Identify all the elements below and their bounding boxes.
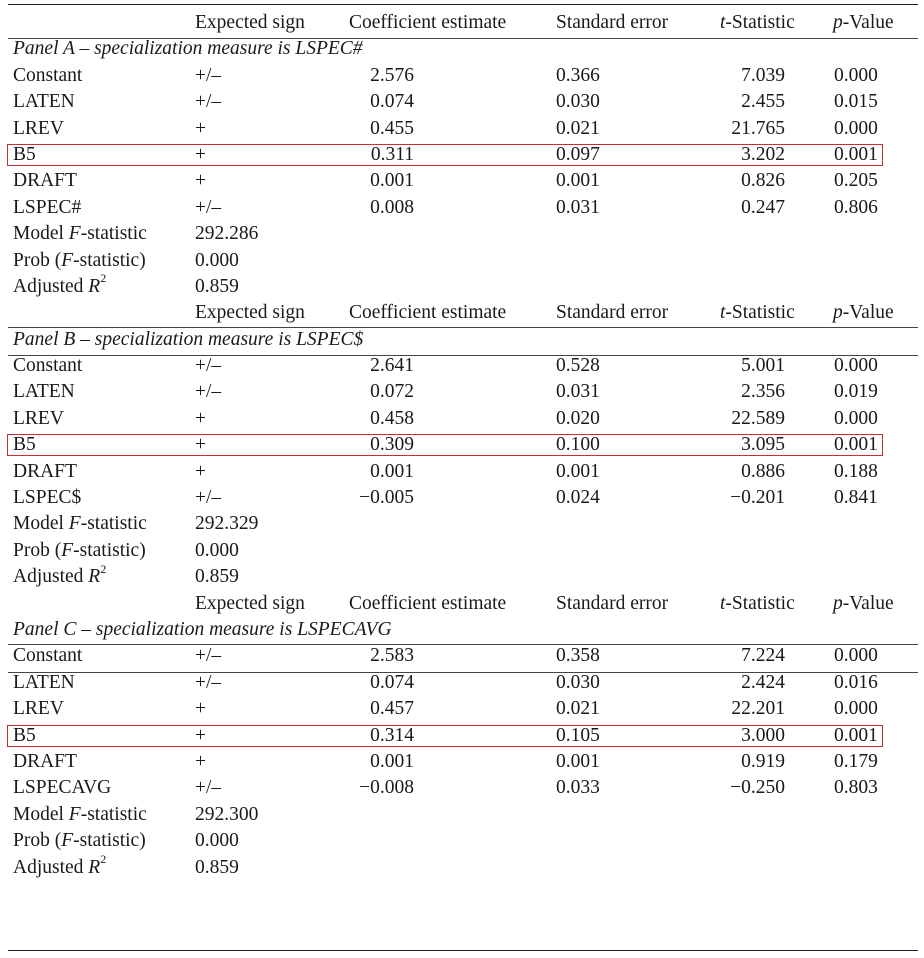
table-row bbox=[0, 195, 924, 221]
prob-f-label-italic: F bbox=[61, 539, 74, 561]
expected-sign: + bbox=[195, 724, 206, 746]
p-value: 0.000 bbox=[834, 645, 878, 667]
coefficient: 0.458 bbox=[370, 407, 414, 429]
adj-r2-label-text: Adjusted bbox=[13, 856, 89, 878]
model-f-row bbox=[0, 221, 924, 247]
t-statistic: 21.765 bbox=[731, 117, 785, 139]
standard-error: 0.033 bbox=[556, 777, 600, 799]
expected-sign: +/– bbox=[195, 91, 222, 113]
expected-sign: +/– bbox=[195, 64, 222, 86]
model-f-label-text: Model bbox=[13, 223, 69, 245]
model-f-label-text: Model bbox=[13, 513, 69, 535]
standard-error: 0.100 bbox=[556, 434, 600, 456]
header-standard-error: Standard error bbox=[556, 592, 669, 614]
t-statistic: −0.250 bbox=[730, 777, 785, 799]
coefficient: 0.001 bbox=[370, 170, 414, 192]
standard-error: 0.366 bbox=[556, 64, 600, 86]
header-expected-sign: Expected sign bbox=[195, 592, 305, 614]
p-value: 0.000 bbox=[834, 407, 878, 429]
header-p-value bbox=[833, 10, 894, 36]
t-statistic: 2.356 bbox=[741, 381, 785, 403]
coefficient: 0.314 bbox=[370, 724, 414, 746]
expected-sign: + bbox=[195, 750, 206, 772]
adj-r2-row bbox=[0, 271, 924, 300]
coefficient: 0.455 bbox=[370, 117, 414, 139]
column-header-row bbox=[0, 10, 924, 36]
table-row bbox=[0, 63, 924, 89]
model-f-label bbox=[13, 802, 147, 828]
row-label: Constant bbox=[13, 645, 83, 667]
coefficient: 0.001 bbox=[370, 750, 414, 772]
adj-r2-row bbox=[0, 852, 924, 881]
row-label: LSPECAVG bbox=[13, 777, 112, 799]
panel-a-rule bbox=[8, 327, 918, 328]
header-coefficient-estimate: Coefficient estimate bbox=[349, 302, 507, 324]
prob-f-label-text: Prob ( bbox=[13, 539, 62, 561]
adj-r2-label-text: Adjusted bbox=[13, 566, 89, 588]
expected-sign: +/– bbox=[195, 645, 222, 667]
p-value: 0.000 bbox=[834, 64, 878, 86]
standard-error: 0.105 bbox=[556, 724, 600, 746]
header-p-value bbox=[833, 300, 894, 326]
standard-error: 0.024 bbox=[556, 487, 600, 509]
t-statistic: 0.247 bbox=[741, 196, 785, 218]
p-value: 0.806 bbox=[834, 196, 878, 218]
adj-r2-superscript: 2 bbox=[100, 561, 107, 576]
header-coefficient-estimate: Coefficient estimate bbox=[349, 12, 507, 33]
coefficient: 0.072 bbox=[370, 381, 414, 403]
row-label: B5 bbox=[13, 434, 36, 456]
header-t-prefix: t bbox=[720, 12, 726, 33]
table-top-rule bbox=[8, 4, 918, 5]
p-value: 0.000 bbox=[834, 355, 878, 377]
expected-sign: +/– bbox=[195, 777, 222, 799]
row-label: Constant bbox=[13, 355, 83, 377]
panel-a-title: Panel A – specialization measure is LSPEC# bbox=[13, 38, 363, 60]
header-coefficient-estimate: Coefficient estimate bbox=[349, 592, 507, 614]
header-t-suffix: -Statistic bbox=[725, 302, 795, 324]
standard-error: 0.097 bbox=[556, 143, 600, 165]
model-f-label bbox=[13, 221, 147, 247]
header-p-suffix: -Value bbox=[842, 302, 894, 324]
header-t-statistic bbox=[720, 10, 795, 36]
standard-error: 0.358 bbox=[556, 645, 600, 667]
row-label: LREV bbox=[13, 117, 64, 139]
expected-sign: + bbox=[195, 143, 206, 165]
header-p-suffix: -Value bbox=[842, 592, 894, 614]
table-row bbox=[0, 406, 924, 432]
prob-f-label bbox=[13, 828, 146, 854]
column-header-row bbox=[0, 300, 924, 326]
table-row bbox=[0, 116, 924, 142]
t-statistic: 2.455 bbox=[741, 91, 785, 113]
prob-f-value: 0.000 bbox=[195, 830, 239, 852]
t-statistic: 3.202 bbox=[741, 143, 785, 165]
header-t-prefix: t bbox=[720, 302, 726, 324]
p-value: 0.188 bbox=[834, 460, 878, 482]
t-statistic: 7.224 bbox=[741, 645, 785, 667]
model-f-label-italic: F bbox=[68, 223, 81, 245]
table-row bbox=[0, 696, 924, 722]
prob-f-row bbox=[0, 828, 924, 854]
adj-r2-label-italic: R bbox=[88, 566, 101, 588]
expected-sign: + bbox=[195, 170, 206, 192]
coefficient: 0.008 bbox=[370, 196, 414, 218]
prob-f-label-suffix: -statistic) bbox=[73, 539, 146, 561]
standard-error: 0.021 bbox=[556, 117, 600, 139]
table-row bbox=[0, 168, 924, 194]
panel-b-header-rule bbox=[8, 672, 918, 673]
adj-r2-superscript: 2 bbox=[100, 271, 107, 286]
table-row bbox=[0, 379, 924, 405]
t-statistic: 22.589 bbox=[731, 407, 785, 429]
panel-a-header-rule bbox=[8, 355, 918, 356]
coefficient: 0.074 bbox=[370, 671, 414, 693]
coefficient: 0.309 bbox=[370, 434, 414, 456]
coefficient: −0.005 bbox=[359, 487, 414, 509]
row-label: LATEN bbox=[13, 91, 75, 113]
row-label: DRAFT bbox=[13, 170, 77, 192]
standard-error: 0.528 bbox=[556, 355, 600, 377]
adj-r2-label-text: Adjusted bbox=[13, 275, 89, 297]
model-f-label-suffix: -statistic bbox=[80, 803, 147, 825]
prob-f-label-text: Prob ( bbox=[13, 249, 62, 271]
model-f-value: 292.300 bbox=[195, 803, 259, 825]
row-label: DRAFT bbox=[13, 460, 77, 482]
expected-sign: +/– bbox=[195, 196, 222, 218]
coefficient: −0.008 bbox=[359, 777, 414, 799]
row-label: LREV bbox=[13, 407, 64, 429]
regression-table bbox=[0, 10, 924, 881]
panel-title-row bbox=[0, 36, 924, 62]
standard-error: 0.001 bbox=[556, 460, 600, 482]
p-value: 0.179 bbox=[834, 750, 878, 772]
header-p-suffix: -Value bbox=[842, 12, 894, 33]
header-p-prefix: p bbox=[833, 12, 843, 33]
model-f-label-italic: F bbox=[68, 513, 81, 535]
expected-sign: +/– bbox=[195, 355, 222, 377]
model-f-value: 292.286 bbox=[195, 223, 259, 245]
table-row bbox=[0, 353, 924, 379]
prob-f-label-italic: F bbox=[61, 830, 74, 852]
expected-sign: + bbox=[195, 460, 206, 482]
table-bottom-rule bbox=[8, 950, 918, 951]
model-f-label-suffix: -statistic bbox=[80, 223, 147, 245]
expected-sign: +/– bbox=[195, 671, 222, 693]
adj-r2-label bbox=[13, 271, 107, 300]
table-row-highlighted bbox=[0, 432, 924, 458]
expected-sign: + bbox=[195, 698, 206, 720]
row-label: B5 bbox=[13, 724, 36, 746]
expected-sign: +/– bbox=[195, 381, 222, 403]
table-row bbox=[0, 670, 924, 696]
panel-title-row bbox=[0, 327, 924, 353]
coefficient: 0.457 bbox=[370, 698, 414, 720]
model-f-label-text: Model bbox=[13, 803, 69, 825]
prob-f-row bbox=[0, 248, 924, 274]
header-t-statistic bbox=[720, 300, 795, 326]
prob-f-label-suffix: -statistic) bbox=[73, 830, 146, 852]
t-statistic: −0.201 bbox=[730, 487, 785, 509]
header-t-prefix: t bbox=[720, 592, 726, 614]
standard-error: 0.030 bbox=[556, 671, 600, 693]
header-expected-sign: Expected sign bbox=[195, 12, 305, 33]
model-f-value: 292.329 bbox=[195, 513, 259, 535]
coefficient: 2.583 bbox=[370, 645, 414, 667]
table-row bbox=[0, 775, 924, 801]
standard-error: 0.031 bbox=[556, 381, 600, 403]
adj-r2-label bbox=[13, 561, 107, 590]
row-label: LSPEC$ bbox=[13, 487, 82, 509]
adj-r2-row bbox=[0, 561, 924, 590]
t-statistic: 7.039 bbox=[741, 64, 785, 86]
header-standard-error: Standard error bbox=[556, 12, 669, 33]
t-statistic: 0.886 bbox=[741, 460, 785, 482]
p-value: 0.001 bbox=[834, 434, 878, 456]
standard-error: 0.021 bbox=[556, 698, 600, 720]
model-f-row bbox=[0, 511, 924, 537]
expected-sign: + bbox=[195, 407, 206, 429]
adj-r2-superscript: 2 bbox=[100, 852, 107, 866]
coefficient: 0.001 bbox=[370, 460, 414, 482]
table-row-highlighted bbox=[0, 142, 924, 168]
coefficient: 0.311 bbox=[370, 143, 414, 165]
model-f-row bbox=[0, 802, 924, 828]
expected-sign: + bbox=[195, 117, 206, 139]
t-statistic: 3.000 bbox=[741, 724, 785, 746]
adj-r2-value: 0.859 bbox=[195, 566, 239, 588]
t-statistic: 0.919 bbox=[741, 750, 785, 772]
coefficient: 2.576 bbox=[370, 64, 414, 86]
p-value: 0.019 bbox=[834, 381, 878, 403]
p-value: 0.205 bbox=[834, 170, 878, 192]
prob-f-label-text: Prob ( bbox=[13, 830, 62, 852]
prob-f-label-italic: F bbox=[61, 249, 74, 271]
adj-r2-label bbox=[13, 852, 107, 881]
top-header-rule bbox=[8, 38, 918, 39]
t-statistic: 0.826 bbox=[741, 170, 785, 192]
table-row bbox=[0, 643, 924, 669]
standard-error: 0.030 bbox=[556, 91, 600, 113]
t-statistic: 3.095 bbox=[741, 434, 785, 456]
row-label: LREV bbox=[13, 698, 64, 720]
panel-c-title: Panel C – specialization measure is LSPECAVG bbox=[13, 618, 392, 640]
row-label: LATEN bbox=[13, 671, 75, 693]
p-value: 0.016 bbox=[834, 671, 878, 693]
standard-error: 0.020 bbox=[556, 407, 600, 429]
expected-sign: + bbox=[195, 434, 206, 456]
table-row bbox=[0, 459, 924, 485]
header-standard-error: Standard error bbox=[556, 302, 669, 324]
table-row-highlighted bbox=[0, 723, 924, 749]
expected-sign: +/– bbox=[195, 487, 222, 509]
table-row bbox=[0, 89, 924, 115]
prob-f-row bbox=[0, 538, 924, 564]
t-statistic: 22.201 bbox=[731, 698, 785, 720]
prob-f-value: 0.000 bbox=[195, 539, 239, 561]
p-value: 0.015 bbox=[834, 91, 878, 113]
adj-r2-value: 0.859 bbox=[195, 856, 239, 878]
p-value: 0.000 bbox=[834, 117, 878, 139]
panel-b-rule bbox=[8, 644, 918, 645]
header-t-suffix: -Statistic bbox=[725, 12, 795, 33]
header-t-suffix: -Statistic bbox=[725, 592, 795, 614]
p-value: 0.001 bbox=[834, 724, 878, 746]
prob-f-label-suffix: -statistic) bbox=[73, 249, 146, 271]
model-f-label-italic: F bbox=[68, 803, 81, 825]
prob-f-label bbox=[13, 248, 146, 274]
header-p-prefix: p bbox=[833, 592, 843, 614]
adj-r2-label-italic: R bbox=[88, 275, 101, 297]
row-label: LATEN bbox=[13, 381, 75, 403]
coefficient: 0.074 bbox=[370, 91, 414, 113]
table-row bbox=[0, 485, 924, 511]
standard-error: 0.001 bbox=[556, 750, 600, 772]
prob-f-label bbox=[13, 538, 146, 564]
p-value: 0.000 bbox=[834, 698, 878, 720]
row-label: Constant bbox=[13, 64, 83, 86]
p-value: 0.841 bbox=[834, 487, 878, 509]
header-expected-sign: Expected sign bbox=[195, 302, 305, 324]
model-f-label-suffix: -statistic bbox=[80, 513, 147, 535]
adj-r2-value: 0.859 bbox=[195, 275, 239, 297]
adj-r2-label-italic: R bbox=[88, 856, 101, 878]
p-value: 0.001 bbox=[834, 143, 878, 165]
row-label: B5 bbox=[13, 143, 36, 165]
row-label: DRAFT bbox=[13, 750, 77, 772]
standard-error: 0.001 bbox=[556, 170, 600, 192]
row-label: LSPEC# bbox=[13, 196, 82, 218]
header-p-value bbox=[833, 591, 894, 617]
t-statistic: 5.001 bbox=[741, 355, 785, 377]
prob-f-value: 0.000 bbox=[195, 249, 239, 271]
panel-b-title: Panel B – specialization measure is LSPEC$ bbox=[13, 328, 364, 350]
table-row bbox=[0, 749, 924, 775]
panel-title-row bbox=[0, 617, 924, 643]
t-statistic: 2.424 bbox=[741, 671, 785, 693]
p-value: 0.803 bbox=[834, 777, 878, 799]
model-f-label bbox=[13, 511, 147, 537]
column-header-row bbox=[0, 591, 924, 617]
coefficient: 2.641 bbox=[370, 355, 414, 377]
header-p-prefix: p bbox=[833, 302, 843, 324]
standard-error: 0.031 bbox=[556, 196, 600, 218]
header-t-statistic bbox=[720, 591, 795, 617]
